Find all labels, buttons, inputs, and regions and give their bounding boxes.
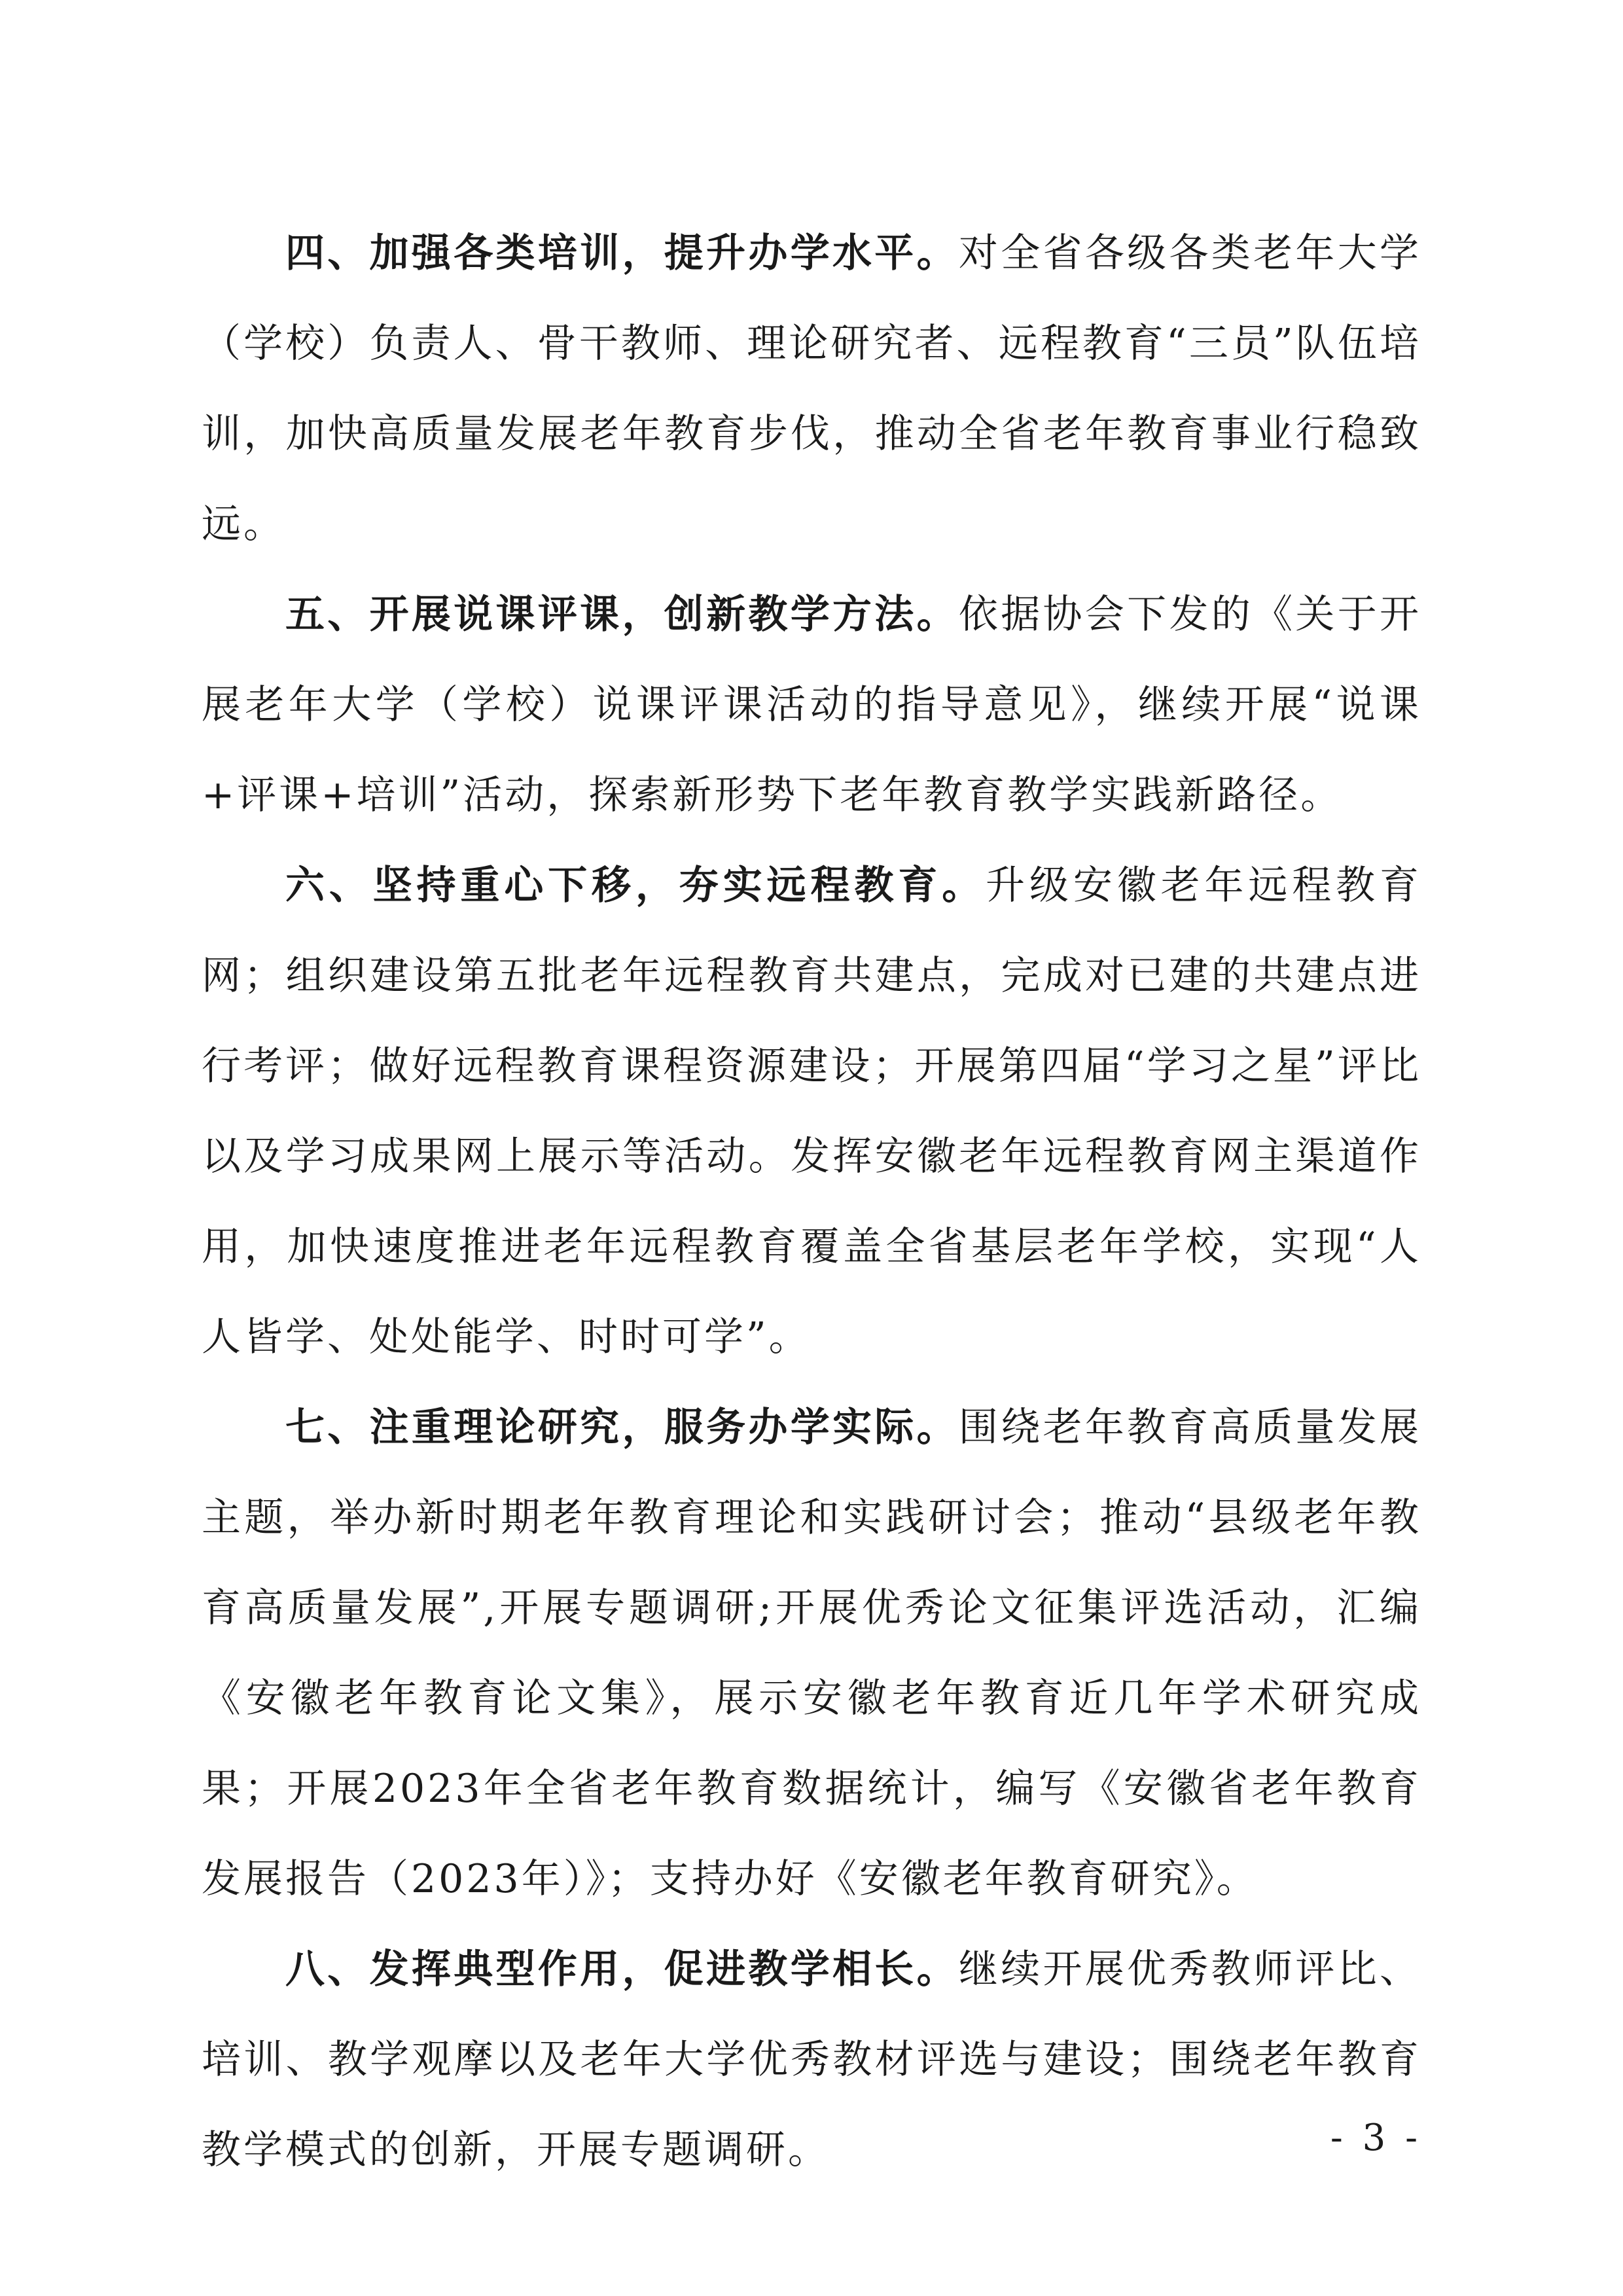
- paragraph-text: 围绕老年教育高质量发展主题，举办新时期老年教育理论和实践研讨会；推动“县级老年教育高质量发展”,开展专题调研;开展优秀论文征集评选活动，汇编《安徽老年教育论文集》，展示安徽老年教育近几年学术研究成果；开展2023年全省老年教育数据统计，编写《安徽省老年教育发展报告（2023年）》；支持办好《安徽老年教育研究》。: [202, 1405, 1421, 1902]
- paragraph-lesson-review: [202, 569, 1421, 840]
- paragraph-remote-education: [202, 840, 1421, 1382]
- paragraph-heading: 八、发挥典型作用，促进教学相长。: [285, 1946, 959, 1992]
- paragraph-text: 继续开展优秀教师评比、培训、教学观摩以及老年大学优秀教材评选与建设；围绕老年教育教学模式的创新，开展专题调研。: [202, 1946, 1421, 2173]
- page-number: - 3 -: [1330, 2117, 1421, 2159]
- paragraph-heading: 四、加强各类培训，提升办学水平。: [285, 230, 959, 276]
- paragraph-training: [202, 208, 1421, 569]
- paragraph-heading: 六、坚持重心下移，夯实远程教育。: [285, 863, 986, 908]
- paragraph-theory-research: [202, 1382, 1421, 1924]
- document-body: [202, 208, 1421, 2195]
- paragraph-text: 依据协会下发的《关于开展老年大学（学校）说课评课活动的指导意见》，继续开展“说课+评课+培训”活动，探索新形势下老年教育教学实践新路径。: [202, 592, 1421, 818]
- paragraph-text: 升级安徽老年远程教育网；组织建设第五批老年远程教育共建点，完成对已建的共建点进行考评；做好远程教育课程资源建设；开展第四届“学习之星”评比以及学习成果网上展示等活动。发挥安徽老年远程教育网主渠道作用，加快速度推进老年远程教育覆盖全省基层老年学校，实现“人人皆学、处处能学、时时可学”。: [202, 863, 1422, 1360]
- paragraph-heading: 七、注重理论研究，服务办学实际。: [285, 1405, 959, 1450]
- paragraph-typical-role: [202, 1924, 1421, 2195]
- paragraph-heading: 五、开展说课评课，创新教学方法。: [285, 592, 959, 637]
- paragraph-text: 对全省各级各类老年大学（学校）负责人、骨干教师、理论研究者、远程教育“三员”队伍培训，加快高质量发展老年教育步伐，推动全省老年教育事业行稳致远。: [202, 230, 1421, 547]
